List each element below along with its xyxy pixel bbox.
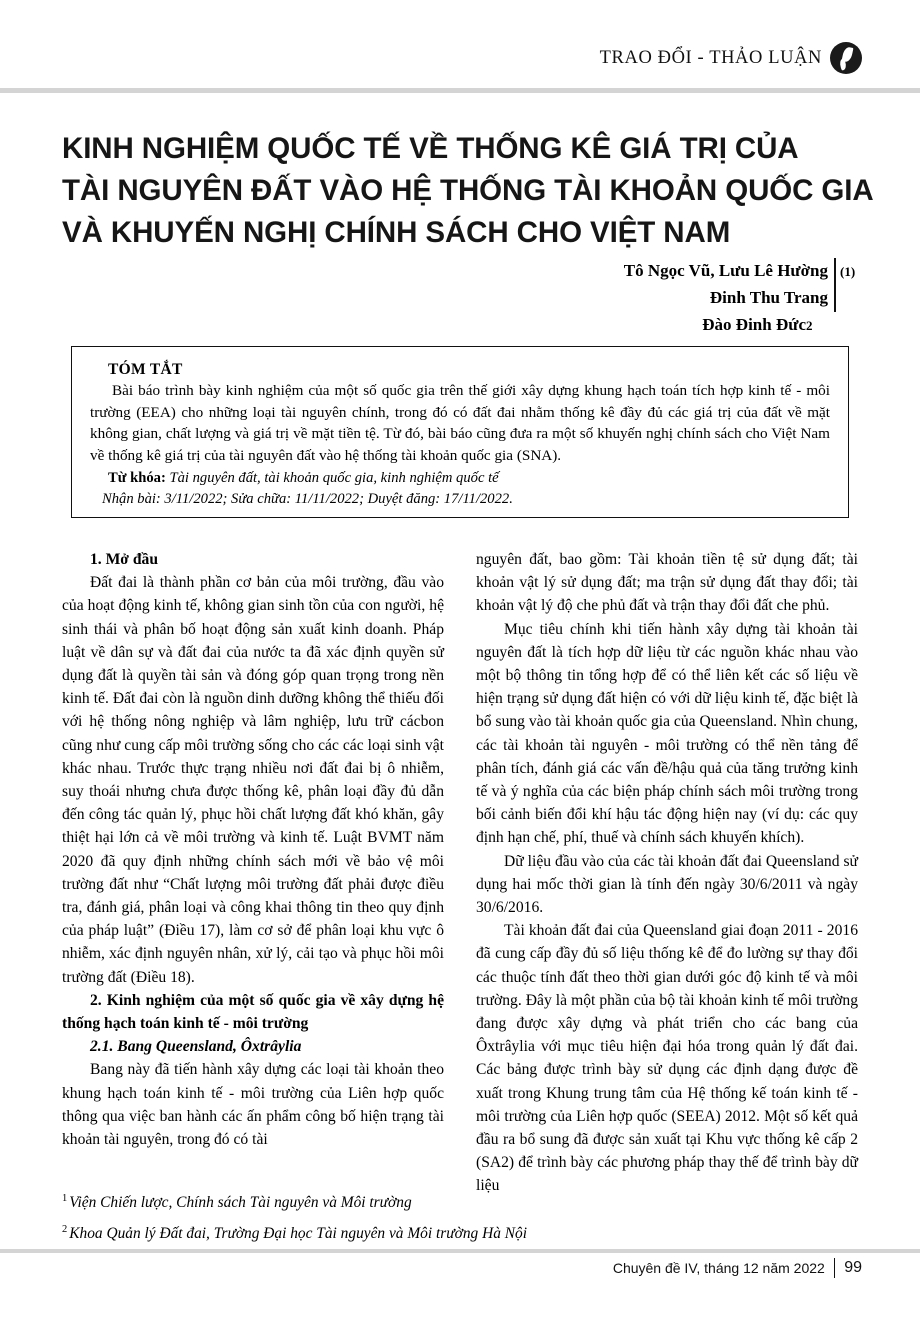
footnote-2-marker: 2: [62, 1224, 68, 1236]
left-column-paragraph-1: Đất đai là thành phần cơ bản của môi trường, đầu vào của hoạt động kinh tế, không gian sinh tồn của con người, hệ sinh thái và phân bố hoạt động sản xuất kinh doanh. Pháp luật về dân sự và đất đai của nước ta đã xác định quyền sử dụng đất là quyền tài sản và đóng góp quan trọng trong nền kinh tế. Đất đai còn là nguồn dinh dưỡng không thể thiếu đối với hệ thống nông nghiệp và lâm nghiệp, lưu trữ cácbon cũng như cung cấp môi trường sống cho các các loại sinh vật khác nhau. Trước thực trạng nhiều nơi đất đai bị ô nhiễm, suy thoái nhưng chưa được thống kê, phân loại đầy đủ dẫn đến công tác quản lý, phục hồi chất lượng đất khó khăn, gây thiệt hại lớn cả về môi trường và kinh tế. Luật BVMT năm 2020 đã quy định những chính sách mới về bảo vệ môi trường đất như “Chất lượng môi trường đất phải được điều tra, đánh giá, phân loại và công khai thông tin theo quy định của pháp luật” (Điều 17), làm cơ sở để phân loại khu vực ô nhiễm, xác định nguyên nhân, xử lý, cải tạo và phục hồi môi trường đất (Điều 18).: [62, 574, 444, 986]
footer-divider: [0, 1249, 920, 1253]
right-column: [476, 548, 858, 1195]
author-names-line-3: Đào Đinh Đức: [702, 315, 806, 334]
author-block: [442, 258, 862, 339]
author-rule: [834, 285, 836, 312]
left-column: [62, 548, 444, 1178]
page-title-line-2: TÀI NGUYÊN ĐẤT VÀO HỆ THỐNG TÀI KHOẢN QUỐC GIA: [62, 173, 874, 207]
abstract-keywords-value: Tài nguyên đất, tài khoản quốc gia, kinh nghiệm quốc tế: [169, 470, 499, 486]
right-column-paragraph-1: nguyên đất, bao gồm: Tài khoản tiền tệ sử dụng đất; tài khoản vật lý sử dụng đất; ma trận sử dụng đất thay đổi; tài khoản vật lý độ che phủ đất và trận thay đổi đất che phủ.: [476, 551, 858, 615]
author-row: [624, 258, 862, 285]
left-column-paragraph-2: Bang này đã tiến hành xây dựng các loại tài khoản theo khung hạch toán kinh tế - môi trường của Liên hợp quốc thông qua việc ban hành các ấn phẩm công bố hiện trạng tài khoản tài nguyên, trong đó có tài: [62, 1061, 444, 1149]
author-names-line-2: Đinh Thu Trang: [709, 288, 828, 307]
abstract-keywords-label: Từ khóa:: [108, 470, 166, 486]
subsection-heading-2-1: 2.1. Bang Queensland, Ôxtrâylia: [90, 1038, 302, 1056]
section-heading-1: 1. Mở đầu: [90, 551, 158, 568]
right-column-paragraph-2: Mục tiêu chính khi tiến hành xây dựng tài khoản tài nguyên đất là tích hợp dữ liệu từ các nguồn khác nhau vào một bộ thông tin tổng hợp để có thể liên kết các số liệu về hiện trạng sử dụng đất hiện có với dữ liệu kinh tế, đặc biệt là bổ sung vào tài khoản quốc gia của Queensland. Nhìn chung, các tài khoản tài nguyên - môi trường có thể nền tảng để phân tích, đánh giá các vấn đề/hậu quả của tăng trưởng kinh tế và ý nghĩa của các biện pháp chính sách môi trường trong bối cảnh biến đổi khí hậu tác động hiện nay (ví dụ: các quy định hạn chế, phí, thuế và chính sách khuyến khích).: [476, 620, 858, 847]
footnotes: [62, 1185, 662, 1247]
page-title-line-3: VÀ KHUYẾN NGHỊ CHÍNH SÁCH CHO VIỆT NAM: [62, 215, 731, 249]
page-title: [62, 128, 874, 254]
abstract-keywords: [90, 468, 830, 489]
author-affiliation-marker-2: 2: [806, 318, 813, 333]
footnote-1-marker: 1: [62, 1193, 68, 1204]
footnote-1-text: Viện Chiến lược, Chính sách Tài nguyên và Môi trường: [69, 1194, 412, 1212]
author-names-line-1: Tô Ngọc Vũ, Lưu Lê Hường: [623, 261, 828, 280]
section-heading-2: 2. Kinh nghiệm của một số quốc gia về xây dựng hệ thống hạch toán kinh tế - môi trường: [62, 991, 444, 1033]
author-rule-spacer: [834, 312, 836, 339]
footer-page-number: 99: [844, 1259, 862, 1276]
footnote-2-text: Khoa Quản lý Đất đai, Trường Đại học Tài nguyên và Môi trường Hà Nội: [69, 1225, 527, 1243]
masthead: [600, 42, 862, 74]
page-title-line-1: KINH NGHIỆM QUỐC TẾ VỀ THỐNG KÊ GIÁ TRỊ CỦA: [62, 131, 799, 165]
author-affiliation-marker-1: (1): [840, 264, 856, 279]
abstract-dates: Nhận bài: 3/11/2022; Sửa chữa: 11/11/2022; Duyệt đăng: 17/11/2022.: [102, 491, 513, 507]
article-columns: [62, 548, 858, 1195]
footer-issue-label: Chuyên đề IV, tháng 12 năm 2022: [612, 1260, 825, 1276]
masthead-label: TRAO ĐỔI - THẢO LUẬN: [599, 47, 822, 68]
footnote-2: [62, 1216, 662, 1247]
abstract-box: [71, 346, 849, 518]
globe-leaf-logo-icon: [830, 42, 862, 74]
right-column-paragraph-4: Tài khoản đất đai của Queensland giai đoạn 2011 - 2016 đã cung cấp đầy đủ số liệu thống kê để đo lường sự thay đổi các thuộc tính đất theo thời gian dưới góc độ kinh tế và môi trường. Đây là một phần của bộ tài khoản kinh tế môi trường đang được xây dựng và phát triển cho các bang của Ôxtrâylia với mục tiêu hiện đại hóa trong quản lý đất đai. Các bảng được trình bày sử dụng các định dạng được đề xuất trong Khung trung tâm của Hệ thống kế toán kinh tế - môi trường của Liên hợp quốc (SEEA) 2012. Một số kết quả đầu ra bổ sung đã được sản xuất tại Khu vực thống kê cấp 2 (SA2) để trình bày các phương pháp thay thế để trình bày dữ liệu: [476, 922, 858, 1195]
author-row: [624, 312, 862, 339]
right-column-paragraph-3: Dữ liệu đầu vào của các tài khoản đất đai Queensland sử dụng hai mốc thời gian là tính đến ngày 30/6/2011 và ngày 30/6/2016.: [476, 852, 858, 917]
author-rule: [834, 258, 836, 285]
abstract-body: Bài báo trình bày kinh nghiệm của một số quốc gia trên thế giới xây dựng khung hạch toán tích hợp kinh tế - môi trường (EEA) cho những loại tài nguyên chính, trong đó có đất đai nhằm thống kê đầy đủ các giá trị của đất về mặt không gian, chất lượng và giá trị về mặt tiền tệ. Từ đó, bài báo cũng đưa ra một số khuyến nghị chính sách cho Việt Nam về thống kê giá trị của tài nguyên đất vào hệ thống tài khoản quốc gia (SNA).: [90, 382, 830, 464]
header-divider: [0, 88, 920, 93]
author-row: [624, 285, 862, 312]
abstract-heading: TÓM TẮT: [108, 361, 183, 378]
footnote-1: [62, 1185, 662, 1216]
footer-separator: [834, 1258, 835, 1278]
page-footer: [613, 1258, 862, 1278]
